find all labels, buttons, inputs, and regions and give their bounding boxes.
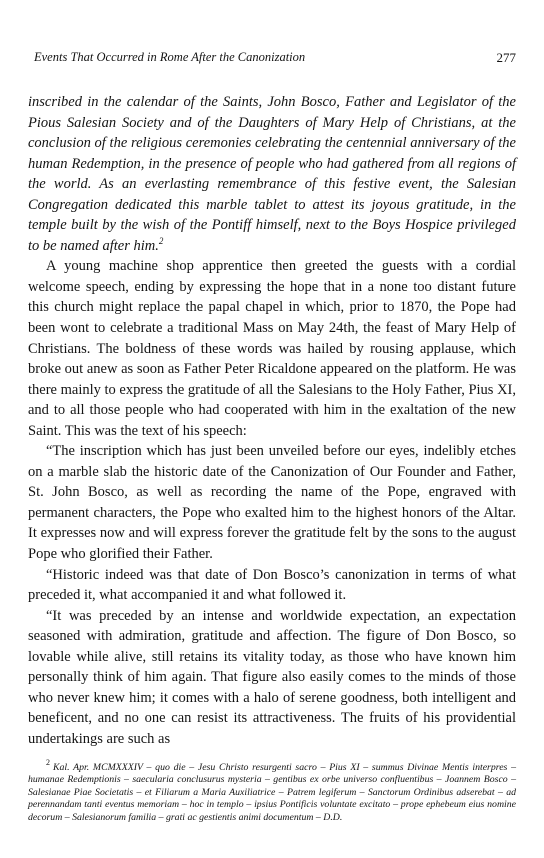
- paragraph: “It was preceded by an intense and worldwide expectation, an expectation seasoned with admiration, gratitude and affection. The figure of Don Bosco, so lovable while alive, still retains its vitality today, as those who have known him personally think of him again. That figure also easily comes to the minds of those who never knew him; it comes with a halo of serene goodness, both intelligent and beneficent, and no one can resist its attractiveness. The fruits of his providential undertakings are such as: [28, 607, 516, 747]
- running-head: [28, 50, 516, 70]
- page-number: 277: [496, 50, 516, 65]
- running-title: Events That Occurred in Rome After the Canonization: [34, 50, 306, 64]
- paragraph: “The inscription which has just been unveiled before our eyes, indelibly etches on a marble slab the historic date of the Canonization of Our Founder and Father, St. John Bosco, as well as recording the name of the Pope, engraved with permanent characters, the Pope who exalted him to the highest honors of the Altar. It expresses now and will express forever the gratitude felt by the sons to the august Pope who glorified their Father.: [28, 443, 516, 563]
- book-page: [28, 50, 516, 824]
- paragraph: “Historic indeed was that date of Don Bosco’s canonization in terms of what preceded it, what accompanied it and what followed it.: [28, 566, 516, 604]
- body-text: [28, 92, 516, 750]
- inscription-body: inscribed in the calendar of the Saints, John Bosco, Father and Legislator of the Pious Salesian Society and of the Daughters of Mary Help of Christians, at the conclusion of the religious ceremonies celebrating the centennial anniversary of the human Redemption, in the presence of people who had gathered from all regions of the world. As an everlasting remembrance of this festive event, the Salesian Congregation dedicated this marble tablet to attest its joyous gratitude, in the temple built by the wish of the Pontiff himself, next to the Boys Hospice privileged to be named after him.: [28, 94, 516, 254]
- footnote-number: 2: [46, 758, 50, 768]
- footnote-reference: 2: [158, 236, 164, 246]
- paragraph: A young machine shop apprentice then greeted the guests with a cordial welcome speech, ending by expressing the hope that in a none too distant future this church might replace the papal chapel in which, prior to 1870, the Pope had been wont to celebrate a traditional Mass on May 24th, the feast of Mary Help of Christians. The boldness of these words was hailed by rousing applause, which broke out anew as soon as Father Peter Ricaldone appeared on the platform. He was there mainly to express the gratitude of all the Salesians to the Holy Father, Pius XI, and to all those people who had cooperated with him in the exaltation of the new Saint. This was the text of his speech:: [28, 258, 516, 439]
- inscription-text: [28, 92, 516, 256]
- footnote-text: Kal. Apr. MCMXXXIV – quo die – Jesu Christo resurgenti sacro – Pius XI – summus Divinae Mentis interpres – humanae Redemptionis – saecularia conclusurus mysteria – gentibus ex orbe universo confluentibus – Joannem Bosco – Salesianae Piae Societatis – et Filiarum a Maria Auxiliatrice – Patrem legiferum – Sanctorum Ordinibus adserebat – ad perennandam tanti eventus memoriam – hoc in templo – ipsius Pontificis voluntate excitato – prope ephebeum eius nomine decorum – Salesianorum familia – grati ac gestientis animi documentum – D.D.: [28, 761, 516, 823]
- footnote: [28, 758, 516, 825]
